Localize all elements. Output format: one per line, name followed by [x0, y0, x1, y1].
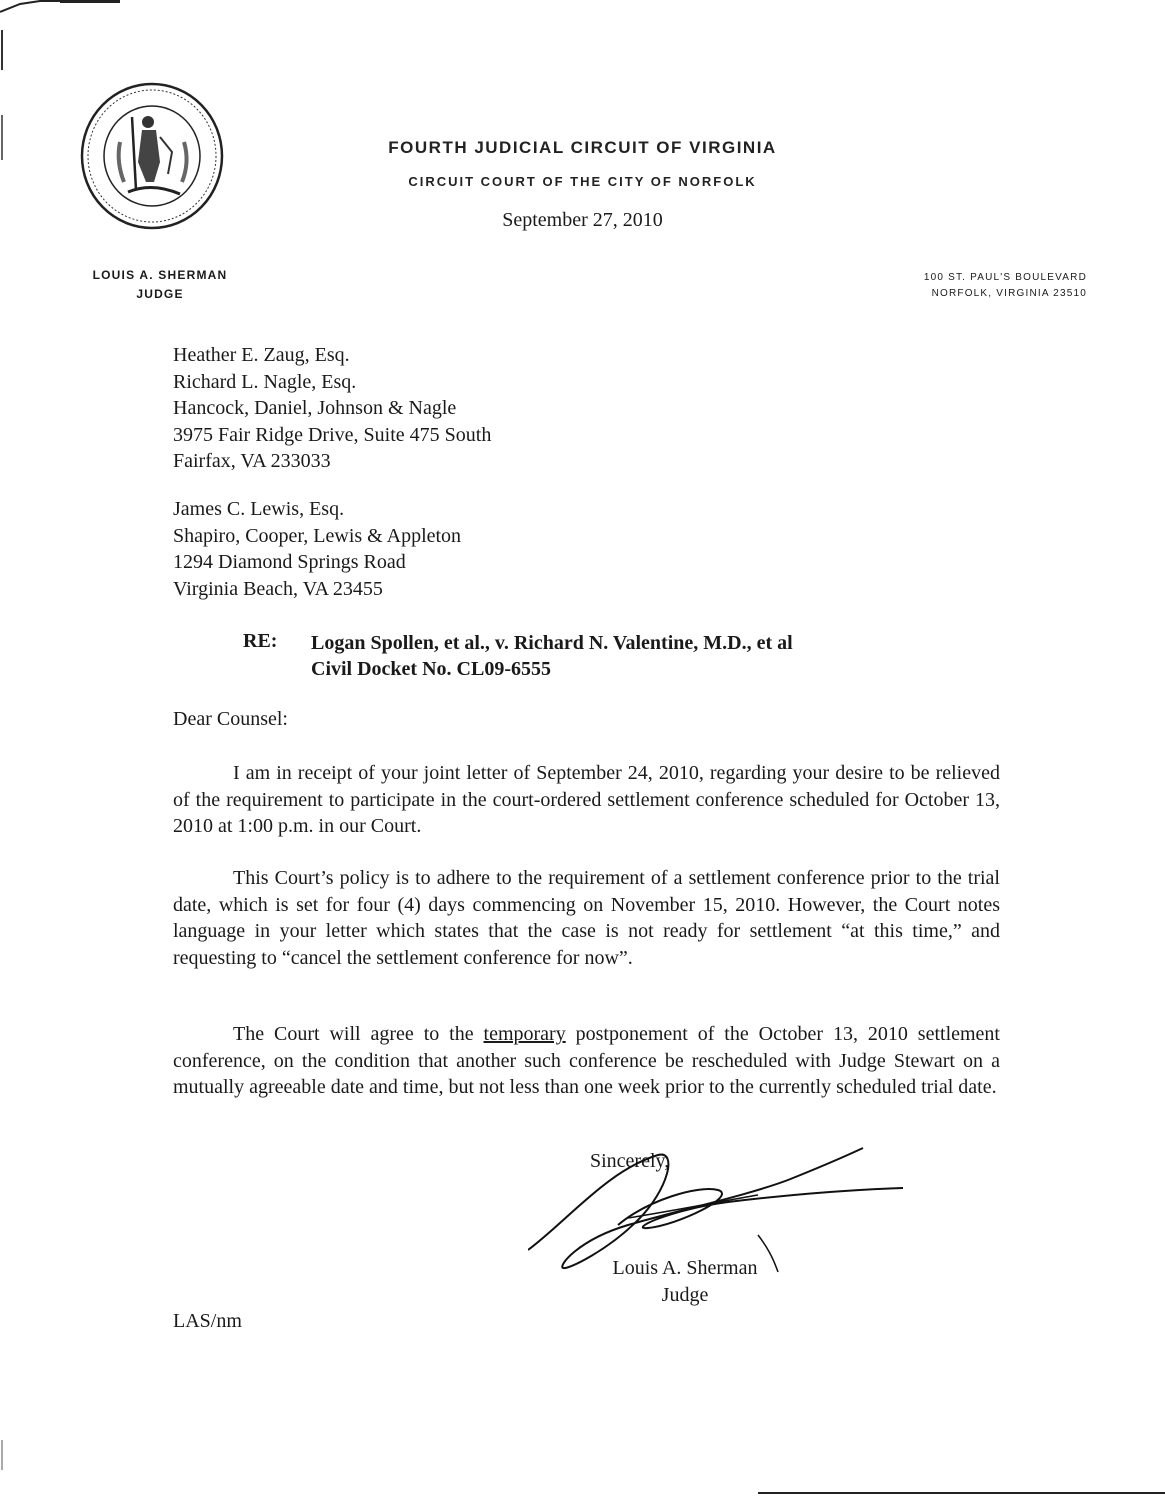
recipient-line: Virginia Beach, VA 23455 [173, 577, 383, 600]
court-subtitle: CIRCUIT COURT OF THE CITY OF NORFOLK [408, 174, 757, 189]
judge-title: JUDGE [136, 287, 184, 301]
court-title: FOURTH JUDICIAL CIRCUIT OF VIRGINIA [388, 138, 777, 157]
judge-block [60, 266, 260, 304]
scan-bottom-line [758, 1492, 1165, 1494]
recipient-block [173, 342, 491, 475]
handwritten-signature [528, 1140, 908, 1280]
recipient-line: Hancock, Daniel, Johnson & Nagle [173, 397, 457, 419]
underlined-word: temporary [483, 1023, 566, 1045]
paragraph-text: The Court will agree to the [233, 1023, 484, 1045]
body-paragraph [173, 1021, 1000, 1101]
body-paragraph: This Court’s policy is to adhere to the requirement of a settlement conference prior to the trial date, which is set for four (4) days commencing on November 15, 2010. However, the Court notes language in your letter which states that the case is not ready for settlement “at this time,” and requesting to “cancel the settlement conference for now”. [173, 867, 1000, 969]
signer-title: Judge [661, 1284, 709, 1306]
paragraph-text: postponement of the October 13, 2010 settlement conference, on the condition that another such conference be rescheduled with Judge Stewart on a mutually agreeable date and time, but not less than one week prior to the currently scheduled trial date. [173, 1023, 1000, 1098]
recipient-line: Fairfax, VA 233033 [173, 450, 331, 472]
judge-name: LOUIS A. SHERMAN [92, 268, 228, 282]
recipient-line: 3975 Fair Ridge Drive, Suite 475 South [173, 423, 492, 446]
case-caption: Logan Spollen, et al., v. Richard N. Valentine, M.D., et al [311, 632, 793, 654]
salutation: Dear Counsel: [173, 708, 288, 730]
recipient-line: Shapiro, Cooper, Lewis & Appleton [173, 524, 462, 547]
letter-date: September 27, 2010 [502, 209, 663, 231]
recipient-line: James C. Lewis, Esq. [173, 498, 345, 520]
docket-number: Civil Docket No. CL09-6555 [311, 658, 551, 680]
closing: Sincerely, [590, 1150, 670, 1172]
re-label: RE: [243, 630, 278, 652]
body-paragraph: I am in receipt of your joint letter of September 24, 2010, regarding your desire to be relieved of the requirement to participate in the court-ordered settlement conference scheduled for October 13, 2010 at 1:00 p.m. in our Court. [173, 762, 1000, 837]
recipient-line: Richard L. Nagle, Esq. [173, 370, 357, 393]
recipient-line: Heather E. Zaug, Esq. [173, 344, 350, 366]
virginia-seal-icon [80, 82, 224, 230]
scan-edge-mark [0, 0, 120, 14]
re-subject [311, 630, 793, 682]
scan-left-edge [0, 0, 10, 1500]
recipient-line: 1294 Diamond Springs Road [173, 551, 406, 573]
address-line-2: NORFOLK, VIRGINIA 23510 [931, 288, 1087, 299]
address-line-1: 100 ST. PAUL'S BOULEVARD [923, 272, 1087, 283]
court-address [787, 270, 1087, 302]
recipient-block [173, 496, 461, 602]
typist-initials: LAS/nm [173, 1310, 242, 1332]
signer-name: Louis A. Sherman [612, 1257, 758, 1279]
